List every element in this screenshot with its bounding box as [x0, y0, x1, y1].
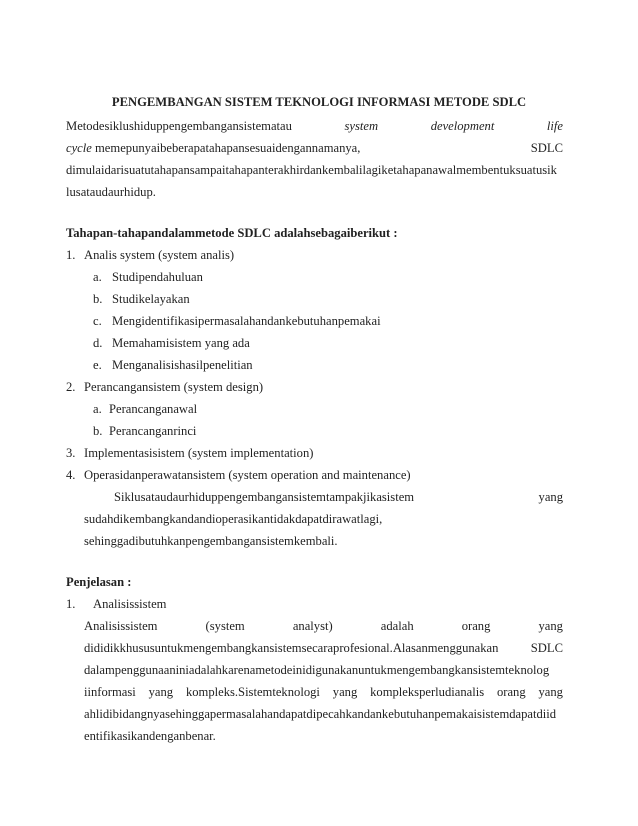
sub-item-letter: d. [93, 336, 103, 350]
sub-item-letter: b. [93, 424, 103, 438]
cycle-line-2: sudahdikembangkandandioperasikantidakdapatdirawatlagi, [84, 512, 383, 526]
explanation-line-3: dalampenggunaaniniadalahkarenametodeinidigunakanuntukmengembangkansistemteknolog [84, 663, 550, 677]
explanation-word: SDLC [530, 641, 563, 655]
cycle-line-1 [114, 489, 563, 505]
stage-number: 3. [66, 446, 76, 460]
explanation-line-5: ahlidibidangnyasehinggapermasalahandapatdipecahkandankebutuhanpemakaisistemdapatdiid [84, 707, 557, 721]
sub-item-text: Menganalisishasilpenelitian [112, 358, 253, 372]
stages-heading: Tahapan-tahapandalammetode SDLC adalahsebagaiberikut : [66, 226, 398, 240]
intro-word: life [546, 119, 563, 133]
stage-number: 4. [66, 468, 76, 482]
explanation-word: yang [538, 619, 563, 633]
sub-item-text: Studikelayakan [112, 292, 190, 306]
intro-word: Metodesiklushiduppengembangansistematau [66, 119, 292, 133]
sub-item-text: Memahamisistem yang ada [112, 336, 250, 350]
explanation-word: yang [148, 685, 174, 699]
intro-word: system [344, 119, 379, 133]
intro-word: development [430, 119, 495, 133]
sub-item-text: Mengidentifikasipermasalahandankebutuhanpemakai [112, 314, 381, 328]
sub-item-text: Perancanganrinci [109, 424, 197, 438]
explanation-word: analyst) [292, 619, 333, 633]
explanation-line-6: entifikasikandenganbenar. [84, 729, 216, 743]
intro-line-3: dimulaidarisuatutahapansampaitahapanterakhirdankembalilagiketahapanawalmembentuksuatusik [66, 163, 557, 177]
sub-item-letter: b. [93, 292, 103, 306]
sub-item-text: Studipendahuluan [112, 270, 203, 284]
cycle-word: yang [538, 490, 563, 504]
document-title: PENGEMBANGAN SISTEM TEKNOLOGI INFORMASI METODE SDLC [111, 95, 527, 109]
explanation-word: yang [332, 685, 358, 699]
stage-number: 2. [66, 380, 76, 394]
intro-word: memepunyaibeberapatahapansesuaidengannamanya, [95, 141, 361, 155]
intro-line-2 [66, 140, 563, 156]
explanation-word: yang [538, 685, 563, 699]
explanation-word: (system [205, 619, 245, 633]
stage-number: 1. [66, 248, 76, 262]
intro-line-4: lusataudaurhidup. [66, 185, 156, 199]
cycle-word: Siklusataudaurhiduppengembangansistemtampakjikasistem [114, 490, 415, 504]
explanation-line-1 [84, 618, 563, 634]
stage-label: Perancangansistem (system design) [84, 380, 264, 394]
explanation-word: orang [461, 619, 491, 633]
explanation-number: 1. [66, 597, 76, 611]
intro-word: cycle [66, 141, 92, 155]
sub-item-letter: a. [93, 270, 102, 284]
sub-item-text: Perancanganawal [109, 402, 198, 416]
explanation-word: kompleks.Sistemteknologi [185, 685, 320, 699]
intro-word: SDLC [530, 141, 563, 155]
sub-item-letter: a. [93, 402, 102, 416]
explanation-word: iinformasi [84, 685, 136, 699]
explanation-word: dididikkhususuntukmengembangkansistemsecaraprofesional.Alasanmenggunakan [84, 641, 499, 655]
explanation-line-4 [84, 684, 563, 700]
explanation-word: Analisissistem [84, 619, 158, 633]
explanation-word: adalah [380, 619, 414, 633]
sub-item-letter: e. [93, 358, 102, 372]
sub-item-letter: c. [93, 314, 102, 328]
cycle-line-3: sehinggadibutuhkanpengembangansistemkembali. [84, 534, 338, 548]
intro-line-1 [66, 118, 563, 134]
stage-label: Operasidanperawatansistem (system operation and maintenance) [84, 468, 411, 482]
explanation-word: kompleksperludianalis [370, 685, 485, 699]
stage-label: Analis system (system analis) [84, 248, 235, 262]
stage-label: Implementasisistem (system implementation) [84, 446, 314, 460]
explanation-line-2 [84, 640, 563, 656]
explanation-label: Analisissistem [93, 597, 167, 611]
explanation-word: orang [496, 685, 526, 699]
explanation-heading: Penjelasan : [66, 575, 132, 589]
